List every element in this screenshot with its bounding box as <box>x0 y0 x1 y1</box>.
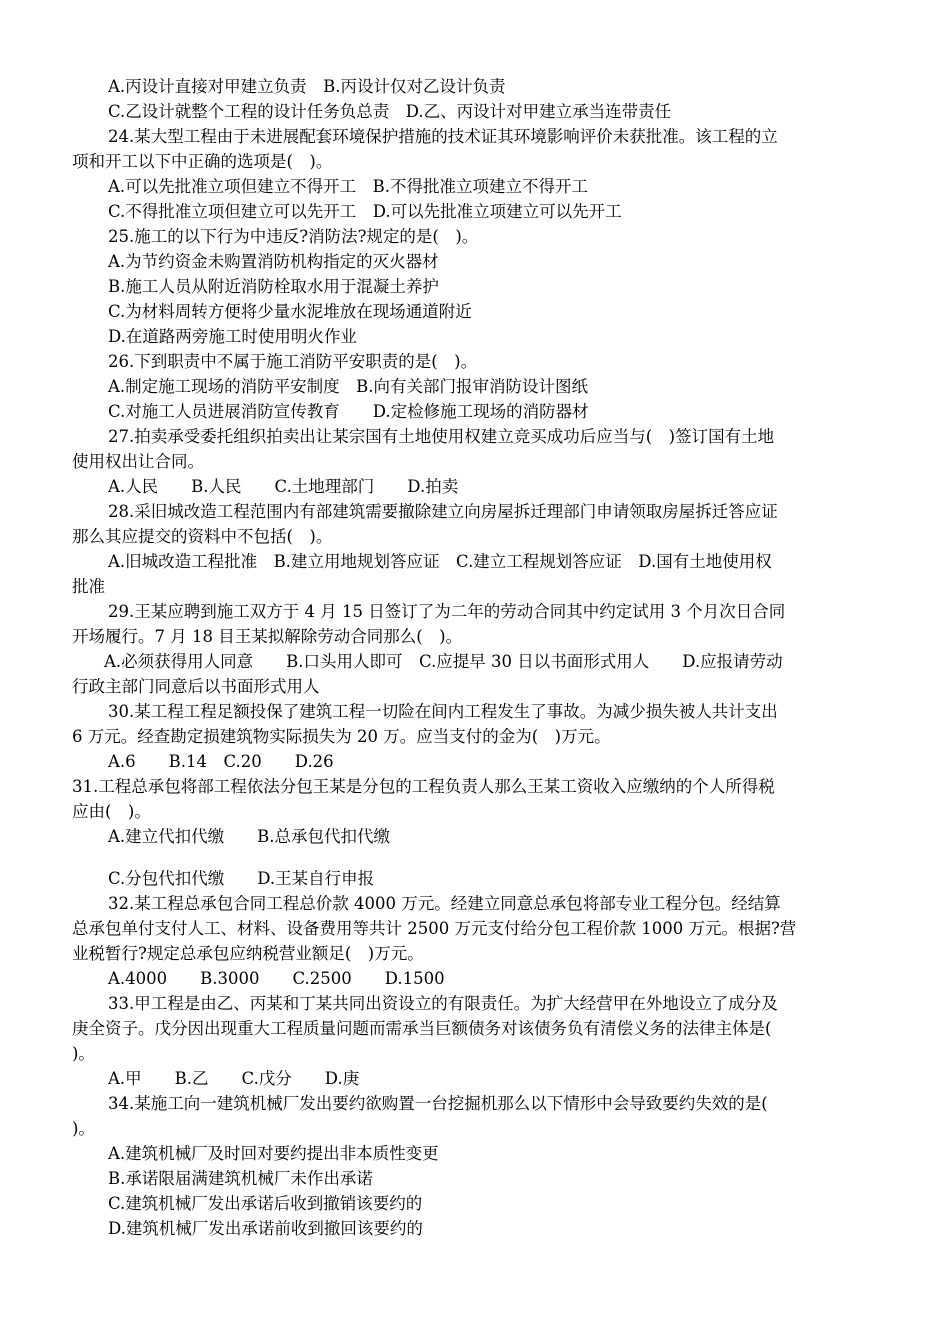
text-line: A.必须获得用人同意 B.口头用人即可 C.应提早 30 日以书面形式用人 D.应报请劳动 <box>104 652 783 671</box>
text-line: )。 <box>72 1119 95 1138</box>
text-line: A.人民 B.人民 C.土地理部门 D.拍卖 <box>108 477 459 496</box>
text-line: A.制定施工现场的消防平安制度 B.向有关部门报审消防设计图纸 <box>108 377 589 396</box>
text-line: 批准 <box>72 577 105 596</box>
text-line: A.甲 B.乙 C.戊分 D.庚 <box>108 1069 360 1088</box>
text-line: A.可以先批准立项但建立不得开工 B.不得批准立项建立不得开工 <box>108 177 589 196</box>
question-30: 30.某工程工程足额投保了建筑工程一切险在间内工程发生了事故。为减少损失被人共计支出 <box>108 702 778 721</box>
text-line: 总承包单付支付人工、材料、设备费用等共计 2500 万元支付给分包工程价款 1000 万元。根据?营 <box>72 919 797 938</box>
question-33: 33.甲工程是由乙、丙某和丁某共同出资设立的有限责任。为扩大经营甲在外地设立了成分及 <box>108 994 778 1013</box>
text-line: A.6 B.14 C.20 D.26 <box>108 752 334 771</box>
text-line: 庚全资子。戊分因出现重大工程质量问题而需承当巨额债务对该债务负有清偿义务的法律主体是( <box>72 1019 772 1038</box>
question-31: 31.工程总承包将部工程依法分包王某是分包的工程负责人那么王某工资收入应缴纳的个人所得税 <box>72 777 775 796</box>
question-34: 34.某施工向一建筑机械厂发出要约欲购置一台挖掘机那么以下情形中会导致要约失效的是( <box>108 1094 768 1113</box>
text-line: A.为节约资金未购置消防机构指定的灭火器材 <box>108 252 439 271</box>
question-24: 24.某大型工程由于未进展配套环境保护措施的技术证其环境影响评价未获批准。该工程的立 <box>108 127 778 146</box>
text-line: )。 <box>72 1044 95 1063</box>
text-line: D.建筑机械厂发出承诺前收到撤回该要约的 <box>108 1219 423 1238</box>
text-line: C.对施工人员进展消防宣传教育 D.定检修施工现场的消防器材 <box>108 402 589 421</box>
text-line: A.旧城改造工程批准 B.建立用地规划答应证 C.建立工程规划答应证 D.国有土地使用权 <box>108 552 772 571</box>
question-25: 25.施工的以下行为中违反?消防法?规定的是( )。 <box>108 227 479 246</box>
text-line: B.施工人员从附近消防栓取水用于混凝土养护 <box>108 277 439 296</box>
text-line: B.承诺限届满建筑机械厂未作出承诺 <box>108 1169 373 1188</box>
text-line: 开场履行。7 月 18 目王某拟解除劳动合同那么( )。 <box>72 627 463 646</box>
text-line: 应由( )。 <box>72 802 151 821</box>
text-line: 业税暂行?规定总承包应纳税营业额足( )万元。 <box>72 944 424 963</box>
question-32: 32.某工程总承包合同工程总价款 4000 万元。经建立同意总承包将部专业工程分包。经结算 <box>108 894 781 913</box>
text-line: C.为材料周转方便将少量水泥堆放在现场通道附近 <box>108 302 472 321</box>
text-line: 使用权出让合同。 <box>72 452 204 471</box>
text-line: 项和开工以下中正确的选项是( )。 <box>72 152 333 171</box>
text-line: C.分包代扣代缴 D.王某自行申报 <box>108 869 375 888</box>
text-line: C.乙设计就整个工程的设计任务负总责 D.乙、丙设计对甲建立承当连带责任 <box>108 102 672 121</box>
text-line: A.建立代扣代缴 B.总承包代扣代缴 <box>108 827 391 846</box>
text-line: D.在道路两旁施工时使用明火作业 <box>108 327 357 346</box>
text-line: A.4000 B.3000 C.2500 D.1500 <box>108 969 445 988</box>
question-28: 28.采旧城改造工程范围内有部建筑需要撤除建立向房屋拆迁理部门申请领取房屋拆迁答应证 <box>108 502 778 521</box>
text-line: 行政主部门同意后以书面形式用人 <box>72 677 320 696</box>
question-26: 26.下到职责中不属于施工消防平安职责的是( )。 <box>108 352 478 371</box>
text-line: 那么其应提交的资料中不包括( )。 <box>72 527 333 546</box>
text-line: C.建筑机械厂发出承诺后收到撤销该要约的 <box>108 1194 423 1213</box>
question-27: 27.拍卖承受委托组织拍卖出让某宗国有土地使用权建立竞买成功后应当与( )签订国有土地 <box>108 427 775 446</box>
text-line: C.不得批准立项但建立可以先开工 D.可以先批准立项建立可以先开工 <box>108 202 622 221</box>
document-body <box>72 74 884 1241</box>
text-line: 6 万元。经查勘定损建筑物实际损失为 20 万。应当支付的金为( )万元。 <box>72 727 611 746</box>
text-line: A.丙设计直接对甲建立负责 B.丙设计仅对乙设计负责 <box>108 77 506 96</box>
text-line: A.建筑机械厂及时回对要约提出非本质性变更 <box>108 1144 439 1163</box>
spacer <box>72 849 884 866</box>
question-29: 29.王某应聘到施工双方于 4 月 15 日签订了为二年的劳动合同其中约定试用 3 个月次日合同 <box>108 602 786 621</box>
